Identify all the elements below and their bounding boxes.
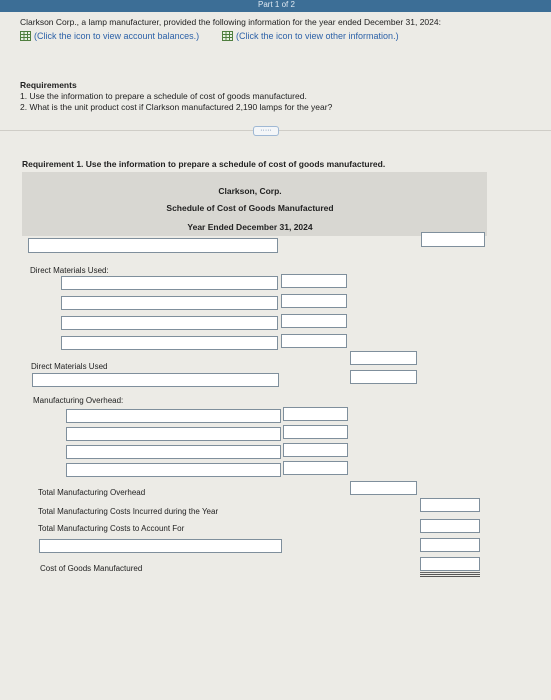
top-bar (0, 0, 551, 12)
oh-line-3-amount-input[interactable] (283, 443, 348, 457)
total-overhead-label: Total Manufacturing Overhead (38, 488, 146, 497)
schedule-period: Year Ended December 31, 2024 (187, 222, 313, 232)
account-balances-link-row[interactable] (20, 31, 199, 41)
oh-line-1-amount-input[interactable] (283, 407, 348, 421)
direct-materials-used-label: Direct Materials Used (31, 362, 108, 371)
requirement-1-heading: Requirement 1. Use the information to prepare a schedule of cost of goods manufactured. (22, 159, 386, 169)
total-overhead-input[interactable] (350, 481, 417, 495)
double-underline (420, 572, 480, 577)
other-information-link-row[interactable] (222, 31, 399, 41)
company-name: Clarkson, Corp. (218, 186, 282, 196)
oh-line-4-amount-input[interactable] (283, 461, 348, 475)
oh-line-3-label-input[interactable] (66, 445, 281, 459)
dm-line-2-label-input[interactable] (61, 296, 278, 310)
direct-labor-label-input[interactable] (32, 373, 279, 387)
table-icon[interactable] (20, 31, 31, 41)
direct-labor-amount-input[interactable] (350, 370, 417, 384)
requirement-item-1: 1. Use the information to prepare a schedule of cost of goods manufactured. (20, 91, 307, 101)
total-costs-to-account-label: Total Manufacturing Costs to Account For (38, 524, 185, 533)
total-costs-incurred-input[interactable] (420, 498, 480, 512)
ending-wip-label-input[interactable] (39, 539, 282, 553)
more-button[interactable]: ····· (253, 126, 279, 136)
direct-materials-used-header: Direct Materials Used: (30, 266, 109, 275)
beginning-wip-amount-input[interactable] (421, 232, 485, 247)
oh-line-2-label-input[interactable] (66, 427, 281, 441)
oh-line-4-label-input[interactable] (66, 463, 281, 477)
dm-subtotal-input[interactable] (350, 351, 417, 365)
requirements-title: Requirements (20, 80, 77, 90)
manufacturing-overhead-header: Manufacturing Overhead: (33, 396, 124, 405)
table-icon[interactable] (222, 31, 233, 41)
other-information-link[interactable]: (Click the icon to view other information.) (236, 31, 399, 41)
schedule-title: Schedule of Cost of Goods Manufactured (166, 203, 334, 213)
beginning-wip-label-input[interactable] (28, 238, 278, 253)
part-label: Part 1 of 2 (258, 0, 295, 9)
dm-line-1-label-input[interactable] (61, 276, 278, 290)
total-costs-to-account-input[interactable] (420, 519, 480, 533)
oh-line-2-amount-input[interactable] (283, 425, 348, 439)
intro-text: Clarkson Corp., a lamp manufacturer, provided the following information for the year ended December 31, 2024: (20, 17, 441, 27)
cogm-amount-input[interactable] (420, 557, 480, 571)
dm-line-1-amount-input[interactable] (281, 274, 347, 288)
dm-line-3-label-input[interactable] (61, 316, 278, 330)
oh-line-1-label-input[interactable] (66, 409, 281, 423)
dm-line-2-amount-input[interactable] (281, 294, 347, 308)
dm-line-4-amount-input[interactable] (281, 334, 347, 348)
requirement-item-2: 2. What is the unit product cost if Clarkson manufactured 2,190 lamps for the year? (20, 102, 333, 112)
cogm-label: Cost of Goods Manufactured (40, 564, 143, 573)
dm-line-4-label-input[interactable] (61, 336, 278, 350)
account-balances-link[interactable]: (Click the icon to view account balances.) (34, 31, 200, 41)
dm-line-3-amount-input[interactable] (281, 314, 347, 328)
total-costs-incurred-label: Total Manufacturing Costs Incurred during the Year (38, 507, 219, 516)
ending-wip-amount-input[interactable] (420, 538, 480, 552)
